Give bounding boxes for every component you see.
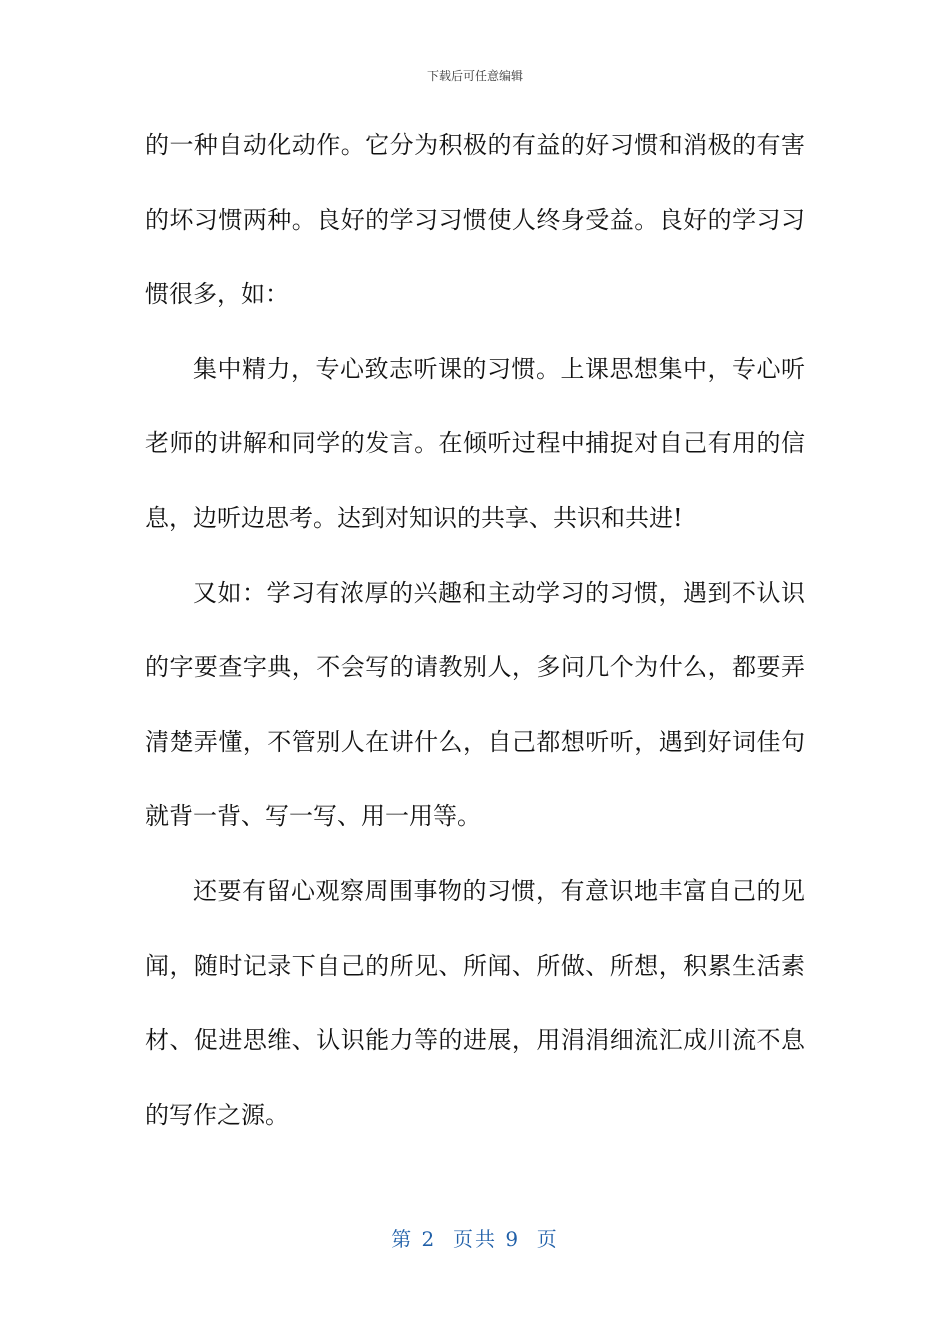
paragraph-3: 又如：学习有浓厚的兴趣和主动学习的习惯，遇到不认识的字要查字典，不会写的请教别人，多问几个为什么，都要弄清楚弄懂，不管别人在讲什么，自己都想听听，遇到好词佳句就背一背、写一写、用一用等。 — [145, 578, 805, 831]
paragraph-4: 还要有留心观察周围事物的习惯，有意识地丰富自己的见闻，随时记录下自己的所见、所闻、所做、所想，积累生活素材、促进思维、认识能力等的进展，用涓涓细流汇成川流不息的写作之源。 — [145, 876, 805, 1129]
paragraph-1: 的一种自动化动作。它分为积极的有益的好习惯和消极的有害的坏习惯两种。良好的学习习惯使人终身受益。良好的学习习惯很多，如： — [145, 131, 805, 309]
page-number-footer: 第 2 页共 9 页 — [391, 1227, 559, 1251]
page-header: 下载后可任意编辑 — [426, 69, 523, 83]
paragraph-2: 集中精力，专心致志听课的习惯。上课思想集中，专心听老师的讲解和同学的发言。在倾听过程中捕捉对自己有用的信息，边听边思考。达到对知识的共享、共识和共进! — [145, 354, 805, 532]
document-body — [145, 108, 805, 1152]
